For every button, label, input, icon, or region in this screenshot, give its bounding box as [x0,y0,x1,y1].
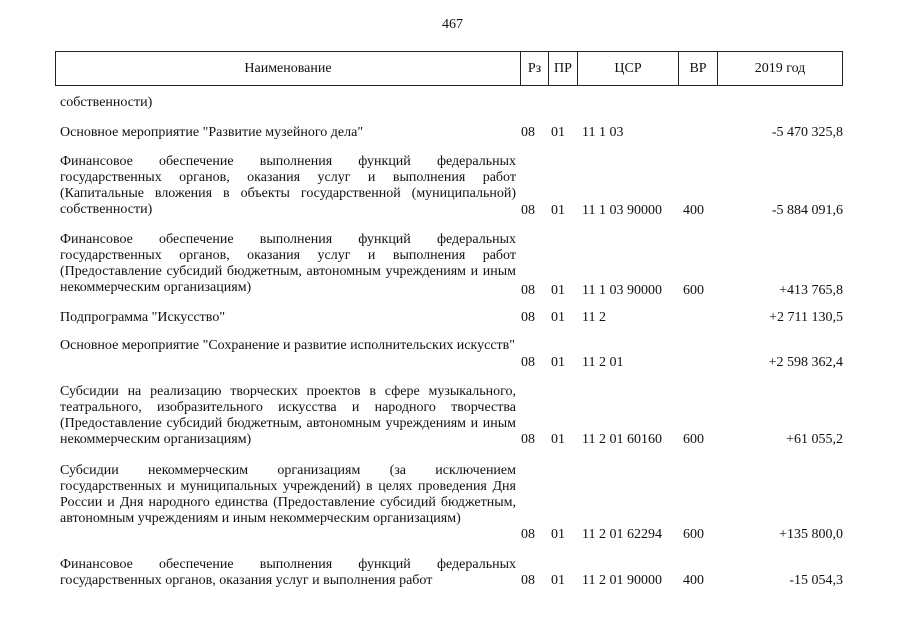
row-pr: 01 [551,527,565,542]
row-csr: 11 2 01 90000 [582,573,662,588]
header-year: 2019 год [754,60,806,76]
row-pr: 01 [551,310,565,325]
row-amount: +2 711 130,5 [769,310,843,325]
table-row [0,310,905,338]
row-vr: 600 [683,283,704,298]
row-pr: 01 [551,283,565,298]
table-header [55,51,843,86]
row-amount: -15 054,3 [789,573,843,588]
row-rz: 08 [521,310,535,325]
row-rz: 08 [521,125,535,140]
table-row [0,155,905,233]
row-name: Основное мероприятие "Развитие музейного дела" [60,125,364,140]
table-row [0,95,905,125]
table-row [0,557,905,597]
row-rz: 08 [521,527,535,542]
row-pr: 01 [551,432,565,447]
header-rz: Рз [521,52,549,85]
row-rz: 08 [521,432,535,447]
row-name: Финансовое обеспечение выполнения функций федеральных государственных органов, оказания услуг и выполнения работ (Предоставление субсидий бюджетным, автономным учреждениям и иным некоммерческим организациям) [60,232,516,295]
row-vr: 600 [683,527,704,542]
row-rz: 08 [521,283,535,298]
row-pr: 01 [551,203,565,218]
row-amount: +2 598 362,4 [768,355,843,370]
row-amount: -5 884 091,6 [771,203,843,218]
row-csr: 11 1 03 90000 [582,203,662,218]
row-rz: 08 [521,355,535,370]
row-vr: 600 [683,432,704,447]
table-row [0,125,905,155]
row-name: Подпрограмма "Искусство" [60,310,226,325]
row-name: собственности) [60,95,153,110]
row-csr: 11 2 01 60160 [582,432,662,447]
row-name: Основное мероприятие "Сохранение и развитие исполнительских искусств" [60,338,515,353]
row-pr: 01 [551,355,565,370]
row-name: Субсидии на реализацию творческих проектов в сфере музыкального, театрального, изобразительного искусства и народного творчества (Предоставление субсидий бюджетным, автономным учреждениям и иным некоммерческим организациям) [60,384,516,447]
row-rz: 08 [521,573,535,588]
row-vr: 400 [683,203,704,218]
table-row [0,233,905,310]
row-csr: 11 1 03 90000 [582,283,662,298]
row-amount: +61 055,2 [786,432,843,447]
header-vr: ВР [679,52,718,85]
row-csr: 11 1 03 [582,125,624,140]
row-rz: 08 [521,203,535,218]
header-pr: ПР [549,52,578,85]
row-csr: 11 2 [582,310,606,325]
table-row [0,384,905,463]
header-name: Наименование [56,52,521,85]
table-body [0,95,905,597]
row-name: Субсидии некоммерческим организациям (за исключением государственных и муниципальных учреждений) в целях проведения Дня России и Дня народного единства (Предоставление субсидий бюджетным, автономным учреждениям и иным некоммерческим организациям) [60,463,516,526]
header-csr: ЦСР [578,52,679,85]
row-amount: +135 800,0 [779,527,843,542]
row-csr: 11 2 01 [582,355,624,370]
page-number: 467 [442,17,463,32]
row-csr: 11 2 01 62294 [582,527,662,542]
table-row [0,463,905,557]
row-amount: +413 765,8 [779,283,843,298]
table-row [0,338,905,384]
row-name: Финансовое обеспечение выполнения функций федеральных государственных органов, оказания услуг и выполнения работ (Капитальные вложения в объекты государственной (муниципальной) собственности) [60,154,516,217]
row-pr: 01 [551,125,565,140]
row-name: Финансовое обеспечение выполнения функций федеральных государственных органов, оказания услуг и выполнения работ [60,557,516,588]
row-vr: 400 [683,573,704,588]
row-pr: 01 [551,573,565,588]
row-amount: -5 470 325,8 [771,125,843,140]
